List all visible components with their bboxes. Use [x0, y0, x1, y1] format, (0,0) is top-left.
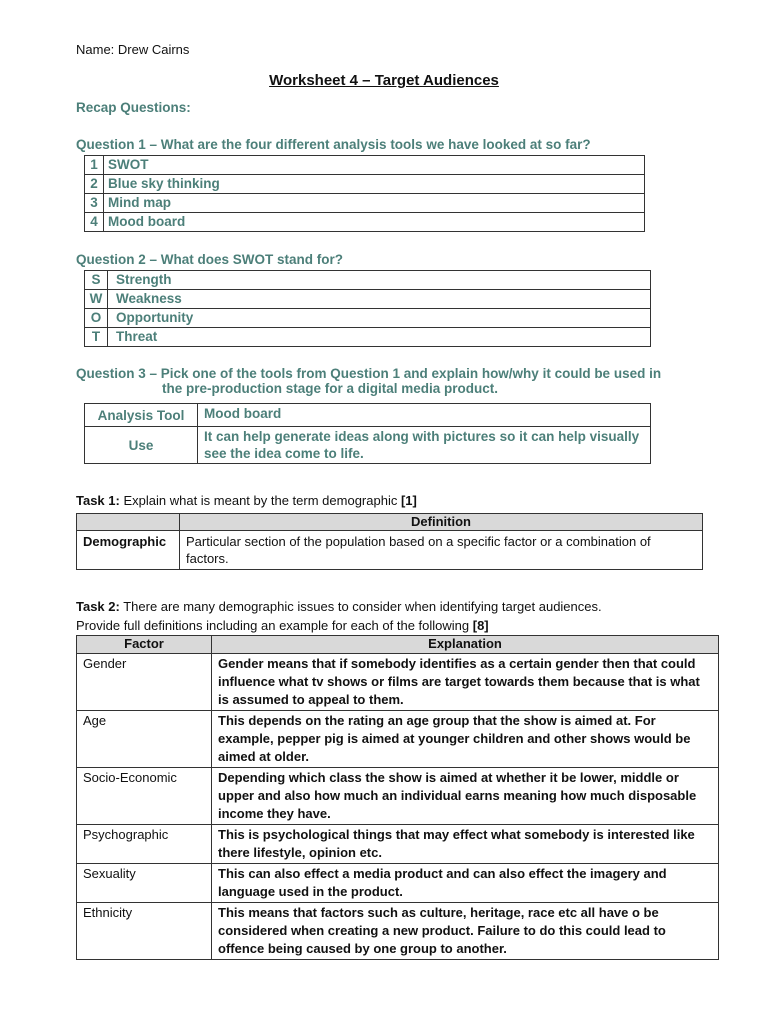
question-3-line-1: Question 3 – Pick one of the tools from Question 1 and explain how/why it could be used in: [76, 366, 662, 381]
answer-cell: Mood board: [104, 213, 645, 232]
question-3-line-2: the pre-production stage for a digital media product.: [162, 381, 499, 396]
explanation-cell: Depending which class the show is aimed at whether it be lower, middle or upper and also how much an individual earns meaning how much disposable income they have.: [212, 768, 719, 825]
explanation-cell: This depends on the rating an age group that the show is aimed at. For example, pepper pig is aimed at younger children and other shows would be aimed at older.: [212, 711, 719, 768]
table-row: [77, 903, 719, 960]
question-2-table: [84, 270, 651, 347]
answer-cell: Weakness: [108, 290, 651, 309]
explanation-cell: This is psychological things that may effect what somebody is interested like there lifestyle, opinion etc.: [212, 825, 719, 864]
recap-heading: Recap Questions:: [76, 100, 191, 115]
table-header-row: [77, 636, 719, 654]
task-1-prompt: [76, 493, 417, 508]
table-row: [77, 864, 719, 903]
table-row: [85, 309, 651, 328]
answer-cell: Threat: [108, 328, 651, 347]
swot-letter: O: [85, 309, 108, 328]
empty-header: [77, 514, 180, 531]
analysis-tool-label: Analysis Tool: [85, 404, 198, 427]
question-1: Question 1 – What are the four different analysis tools we have looked at so far?: [76, 137, 591, 152]
table-row: [77, 531, 703, 570]
question-3-table: [84, 403, 651, 464]
table-header-row: [77, 514, 703, 531]
answer-cell: Blue sky thinking: [104, 175, 645, 194]
row-number: 4: [85, 213, 104, 232]
swot-letter: T: [85, 328, 108, 347]
swot-letter: W: [85, 290, 108, 309]
table-row: [77, 711, 719, 768]
table-row: [85, 194, 645, 213]
explanation-cell: Gender means that if somebody identifies as a certain gender then that could influence what tv shows or films are target towards them because that is what is assumed to appeal to them.: [212, 654, 719, 711]
answer-cell: Strength: [108, 271, 651, 290]
factor-cell: Psychographic: [77, 825, 212, 864]
task-2-line-1: [76, 597, 602, 616]
task-2-text: There are many demographic issues to consider when identifying target audiences.: [123, 599, 602, 614]
table-row: [85, 213, 645, 232]
task-2-label: Task 2:: [76, 599, 120, 614]
worksheet-title-text: Worksheet 4 – Target Audiences: [269, 72, 499, 89]
table-row: [85, 328, 651, 347]
factor-cell: Socio-Economic: [77, 768, 212, 825]
answer-cell: Mind map: [104, 194, 645, 213]
factor-cell: Age: [77, 711, 212, 768]
factor-cell: Gender: [77, 654, 212, 711]
question-3: [76, 366, 716, 396]
table-row: [85, 271, 651, 290]
definition-cell: Particular section of the population based on a specific factor or a combination of factors.: [180, 531, 703, 570]
task-1-table: [76, 513, 703, 570]
task-2-instruction: Provide full definitions including an example for each of the following: [76, 618, 470, 633]
worksheet-title: [0, 72, 768, 89]
factor-header: Factor: [77, 636, 212, 654]
table-row: [85, 404, 651, 427]
task-2-marks: [8]: [472, 618, 489, 633]
factor-cell: Sexuality: [77, 864, 212, 903]
row-number: 1: [85, 156, 104, 175]
explanation-cell: This means that factors such as culture, heritage, race etc all have o be considered when creating a new product. Failure to do this could lead to offence being caused by one group to another.: [212, 903, 719, 960]
task-2-table: [76, 635, 719, 960]
use-value: It can help generate ideas along with pictures so it can help visually see the idea come to life.: [198, 427, 651, 464]
table-row: [77, 654, 719, 711]
table-row: [85, 290, 651, 309]
task-1-marks: [1]: [400, 493, 417, 508]
factor-cell: Ethnicity: [77, 903, 212, 960]
term-cell: Demographic: [77, 531, 180, 570]
use-label: Use: [85, 427, 198, 464]
row-number: 3: [85, 194, 104, 213]
task-2-prompt: [76, 597, 602, 635]
student-name: Name: Drew Cairns: [76, 42, 190, 57]
table-row: [85, 427, 651, 464]
explanation-header: Explanation: [212, 636, 719, 654]
definition-header: Definition: [180, 514, 703, 531]
answer-cell: Opportunity: [108, 309, 651, 328]
table-row: [85, 156, 645, 175]
table-row: [85, 175, 645, 194]
task-1-label: Task 1:: [76, 493, 120, 508]
table-row: [77, 825, 719, 864]
task-1-text: Explain what is meant by the term demographic: [123, 493, 398, 508]
task-2-line-2: [76, 616, 602, 635]
table-row: [77, 768, 719, 825]
explanation-cell: This can also effect a media product and can also effect the imagery and language used in the product.: [212, 864, 719, 903]
question-1-table: [84, 155, 645, 232]
row-number: 2: [85, 175, 104, 194]
question-2: Question 2 – What does SWOT stand for?: [76, 252, 344, 267]
analysis-tool-value: Mood board: [198, 404, 651, 427]
swot-letter: S: [85, 271, 108, 290]
answer-cell: SWOT: [104, 156, 645, 175]
